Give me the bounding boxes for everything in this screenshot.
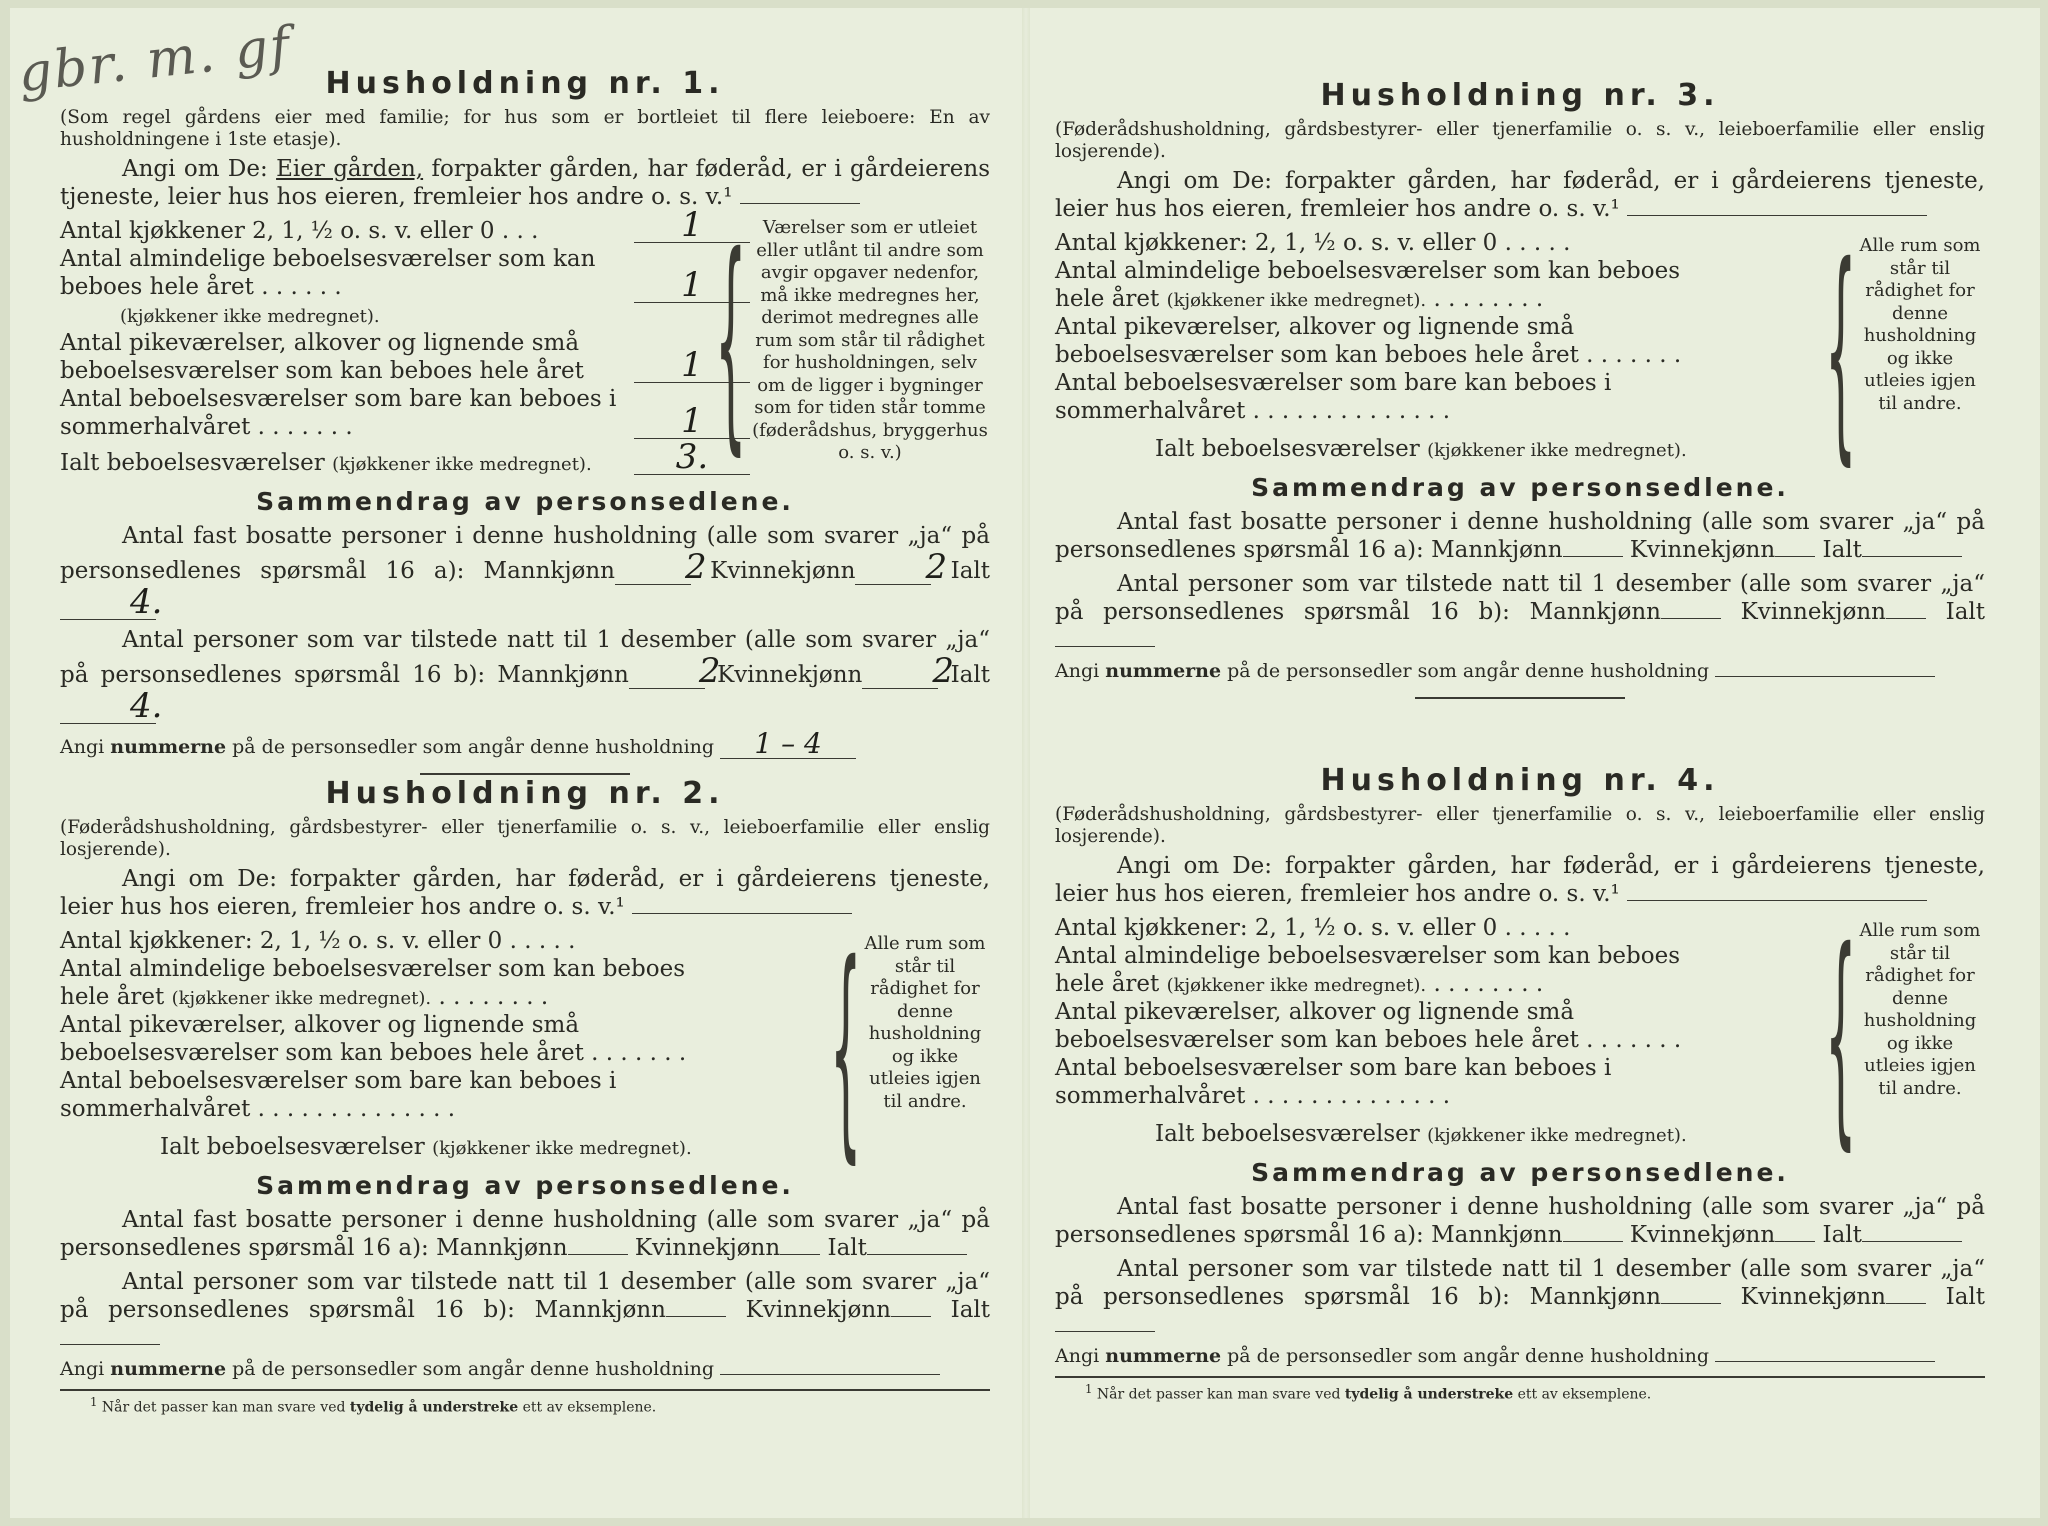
a-total: 4. <box>60 585 156 620</box>
household-4: Husholdning nr. 4. (Føderådshusholdning, gårdsbestyrer- eller tjenerfamilie o. s. v., leieboerfamilie eller enslig losjerende). Angi om De: forpakter gården, har føderåd, er i gårdeierens tjeneste, leier hus hos eieren, fremleier hos andre o. s. v.¹ Antal kjøkkener: 2, 1, ½ o. s. v. eller 0 . . . . . Antal almindelige beboelsesværelser som kan beboes hele året (kjøkkener ikke medregnet). . . . . . . . . Antal pikeværelser, alkover og lignende små beboelsesværelser som kan beboes hele året . . . . . . . Antal beboelsesværelser som bare kan beboes i sommerhalvåret . . . . . . . . . . . . . . Ialt beboelsesværelser (kjøkkener ikke medregnet). { Alle rum som står til rådighet for denne husholdning og ikke utleies igjen til andre. Sammendrag av personsedlene. Antal fast bosatte personer i denne husholdning (alle som svarer „ja“ på personsedlenes spørsmål 16 a): Mannkjønn Kvinnekjønn Ialt Antal personer som var tilstede natt til 1 desember (alle som svarer „ja“ på personsedlenes spørsmål 16 b): Mannkjønn Kvinnekjønn Ialt Angi nummerne på de personsedler som angår denne husholdning $^1$ Når det passer kan man svare ved tydelig å understreke ett av eksemplene. <box>1055 763 1986 1403</box>
household-1 <box>60 66 990 775</box>
angi-nummerne: Angi nummerne på de personsedler som angår denne husholdning 1 – 4 <box>60 730 990 759</box>
answer-kitchens: 1 <box>634 208 750 243</box>
a-female: 2 <box>855 550 931 585</box>
a-male: 2 <box>615 550 691 585</box>
row-ordinary-rooms: Antal almindelige beboelsesværelser som kan beboes hele året . . . . . . (kjøkkener ikke medregnet). 1 <box>60 245 710 329</box>
nummer-answer: 1 – 4 <box>720 730 856 759</box>
right-page <box>1055 8 1985 1518</box>
footnote-right: $^1$ Når det passer kan man svare ved tydelig å understreke ett av eksemplene. <box>1085 1382 1652 1403</box>
answer-total-rooms: 3. <box>634 440 750 475</box>
handwritten-scribble: gbr. m. gf <box>15 15 295 105</box>
answer-summer-rooms: 1 <box>634 404 750 439</box>
household-4-title: Husholdning nr. 4. <box>1320 763 1720 798</box>
footnote-left: $^1$ Når det passer kan man svare ved tydelig å understreke ett av eksemplene. <box>90 1395 657 1416</box>
row-maid-rooms: Antal pikeværelser, alkover og lignende små beboelsesværelser som kan beboes hele året 1 <box>60 329 710 385</box>
answer-ordinary-rooms: 1 <box>634 268 750 303</box>
row-total-rooms: Ialt beboelsesværelser (kjøkkener ikke medregnet). 3. <box>60 449 710 477</box>
answer-maid-rooms: 1 <box>634 348 750 383</box>
summary-16a: Antal fast bosatte personer i denne husholdning (alle som svarer „ja“ på personsedlenes spørsmål 16 a): Mannkjønn 2 Kvinnekjønn 2 Ialt4. <box>60 522 991 623</box>
household-1-angi: Angi om De: Eier gården, forpakter gården, har føderåd, er i gårdeierens tjeneste, leier hus hos eieren, fremleier hos andre o. s. v.¹ <box>60 155 991 211</box>
household-2-title: Husholdning nr. 2. <box>325 776 725 811</box>
row-kitchens: Antal kjøkkener 2, 1, ½ o. s. v. eller 0 . . . 1 <box>60 217 710 245</box>
brace: { <box>715 206 747 475</box>
household-3-title: Husholdning nr. 3. <box>1320 78 1720 113</box>
summary-16b: Antal personer som var tilstede natt til 1 desember (alle som svarer „ja“ på personsedlenes spørsmål 16 b): Mannkjønn 2 Kvinnekjønn 2 Ialt4. <box>60 627 990 727</box>
eier-garden-underlined: Eier gården, <box>276 155 424 182</box>
left-page <box>60 8 990 1518</box>
page-fold <box>1022 8 1030 1518</box>
household-1-side-note: Værelser som er utleiet eller utlånt til andre som avgir opgaver nedenfor, må ikke medregnes her, derimot medregnes alle rum som står til rådighet for husholdningen, selv om de ligger i bygninger som for tiden står tomme (føderådshus, bryggerhus o. s. v.) <box>752 217 988 464</box>
b-male: 2 <box>629 654 705 689</box>
household-1-title: Husholdning nr. 1. <box>325 66 725 101</box>
household-1-note: (Som regel gårdens eier med familie; for hus som er bortleiet til flere leieboere: En av husholdningene i 1ste etasje). <box>60 106 990 150</box>
household-3: Husholdning nr. 3. (Føderådshusholdning, gårdsbestyrer- eller tjenerfamilie o. s. v., leieboerfamilie eller enslig losjerende). Angi om De: forpakter gården, har føderåd, er i gårdeierens tjeneste, leier hus hos eieren, fremleier hos andre o. s. v.¹ Antal kjøkkener: 2, 1, ½ o. s. v. eller 0 . . . . . Antal almindelige beboelsesværelser som kan beboes hele året (kjøkkener ikke medregnet). . . . . . . . . Antal pikeværelser, alkover og lignende små beboelsesværelser som kan beboes hele året . . . . . . . Antal beboelsesværelser som bare kan beboes i sommerhalvåret . . . . . . . . . . . . . . Ialt beboelsesværelser (kjøkkener ikke medregnet). { Alle rum som står til rådighet for denne husholdning og ikke utleies igjen til andre. Sammendrag av personsedlene. Antal fast bosatte personer i denne husholdning (alle som svarer „ja“ på personsedlenes spørsmål 16 a): Mannkjønn Kvinnekjønn Ialt Antal personer som var tilstede natt til 1 desember (alle som svarer „ja“ på personsedlenes spørsmål 16 b): Mannkjønn Kvinnekjønn Ialt Angi nummerne på de personsedler som angår denne husholdning <box>1055 78 1985 699</box>
row-summer-rooms: Antal beboelsesværelser som bare kan beboes i sommerhalvåret . . . . . . . 1 <box>60 385 710 441</box>
b-female: 2 <box>862 654 938 689</box>
summary-title: Sammendrag av personsedlene. <box>256 487 794 517</box>
household-2: Husholdning nr. 2. (Føderådshusholdning, gårdsbestyrer- eller tjenerfamilie o. s. v., leieboerfamilie eller enslig losjerende). Angi om De: forpakter gården, har føderåd, er i gårdeierens tjeneste, leier hus hos eieren, fremleier hos andre o. s. v.¹ Antal kjøkkener: 2, 1, ½ o. s. v. eller 0 . . . . . Antal almindelige beboelsesværelser som kan beboes hele året (kjøkkener ikke medregnet). . . . . . . . . Antal pikeværelser, alkover og lignende små beboelsesværelser som kan beboes hele året . . . . . . . Antal beboelsesværelser som bare kan beboes i sommerhalvåret . . . . . . . . . . . . . . Ialt beboelsesværelser (kjøkkener ikke medregnet). { Alle rum som står til rådighet for denne husholdning og ikke utleies igjen til andre. Sammendrag av personsedlene. Antal fast bosatte personer i denne husholdning (alle som svarer „ja“ på personsedlenes spørsmål 16 a): Mannkjønn Kvinnekjønn Ialt Antal personer som var tilstede natt til 1 desember (alle som svarer „ja“ på personsedlenes spørsmål 16 b): Mannkjønn Kvinnekjønn Ialt Angi nummerne på de personsedler som angår denne husholdning $^1$ Når det passer kan man svare ved tydelig å understreke ett av eksemplene. <box>60 776 991 1416</box>
b-total: 4. <box>60 689 156 724</box>
household-1-rooms <box>60 205 990 478</box>
